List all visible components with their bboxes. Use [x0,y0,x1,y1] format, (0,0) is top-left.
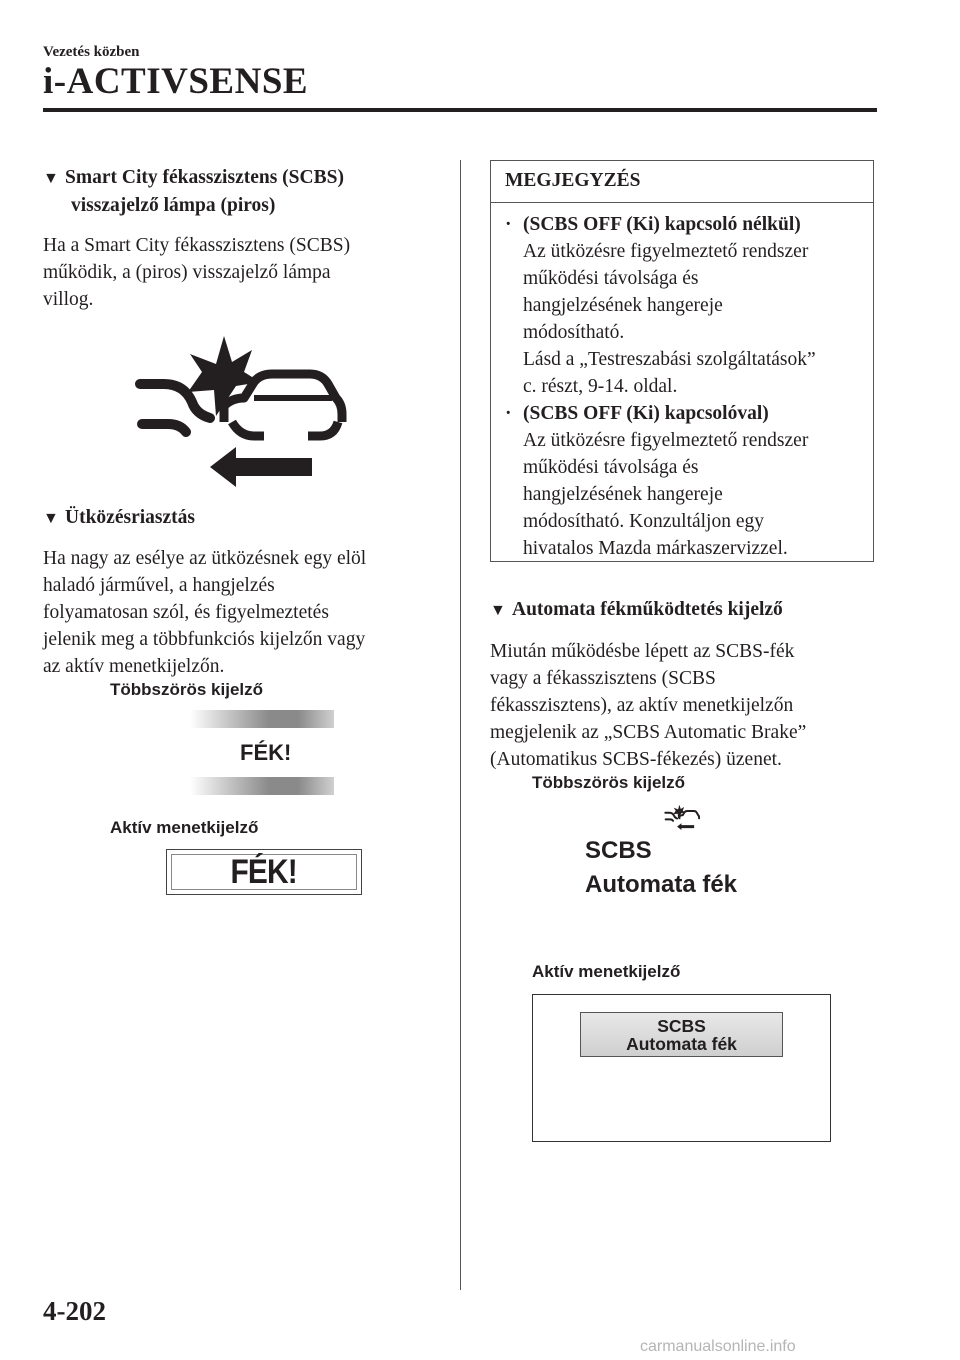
page-number: 4-202 [43,1296,106,1326]
active-display-frame [166,849,362,895]
display-bar-bottom [190,777,334,795]
note-body [505,211,865,562]
active-display-message: FÉK! [230,852,298,891]
scbs-warning-lamp-icon [132,332,347,487]
multi-display-label: Többszörös kijelző [110,680,264,699]
section-title-line2: visszajelző lámpa (piros) [71,195,276,216]
note-bullet-1-text: Az ütközésre figyelmeztető rendszer működési távolsága és hangjelzésének hangereje módosítható. Lásd a „Testreszabási szolgáltatások” c. részt, 9-14. oldal. [523,241,816,397]
triangle-down-icon: ▼ [43,510,59,527]
scbs-small-warning-icon [664,802,700,832]
note-heading: MEGJEGYZÉS [491,161,873,203]
section-scbs-lamp [43,164,443,219]
note-bullet-2-title: · (SCBS OFF (Ki) kapcsolóval) [505,400,865,427]
active-display-label: Aktív menetkijelző [110,818,259,837]
multi-display-message-right: SCBS Automata fék [585,837,738,898]
bullet-dot-icon: · [505,403,512,424]
note-bullet-1-title: · (SCBS OFF (Ki) kapcsoló nélkül) [505,211,865,238]
multi-display-label-right: Többszörös kijelző [532,773,686,792]
section-title-auto-brake-display: ▼ Automata fékműködtetés kijelző [490,596,880,624]
multi-display-message: FÉK! [240,740,292,765]
chapter-label: Vezetés közben [43,44,140,60]
note-bullet-2-text: Az ütközésre figyelmeztető rendszer működési távolsága és hangjelzésének hangereje módosítható. Konzultáljon egy hivatalos Mazda márkaszervizzel. [523,430,809,559]
section-auto-brake-text: Miután működésbe lépett az SCBS-fék vagy a fékasszisztens (SCBS fékasszisztens), az aktív menetkijelzőn megjelenik az „SCBS Automatic Brake” (Automatikus SCBS-fékezés) üzenet. [490,641,807,770]
watermark: carmanualsonline.info [640,1338,796,1355]
note-box [490,160,874,562]
bullet-dot-icon: · [505,214,512,235]
section-scbs-lamp-text: Ha a Smart City fékasszisztens (SCBS) működik, a (piros) visszajelző lámpa villog. [43,235,351,310]
active-display-label-right: Aktív menetkijelző [532,962,681,981]
section-title: ▼ Smart City fékasszisztens (SCBS) [43,164,443,192]
section-collision-warning-text: Ha nagy az esélye az ütközésnek egy elöl haladó járművel, a hangjelzés folyamatosan szól, és figyelmeztetés jelenik meg a többfunkciós kijelzőn vagy az aktív menetkijelzőn. [43,548,367,677]
display-bar-top [190,710,334,728]
triangle-down-icon: ▼ [43,170,59,187]
header-rule [43,108,877,112]
page-title: i-ACTIVSENSE [43,61,309,102]
section-title-collision-warning: ▼ Ütközésriasztás [43,504,443,532]
column-divider [460,160,461,1290]
active-display-message-right: SCBS Automata fék [580,1012,783,1057]
triangle-down-icon: ▼ [490,602,506,619]
